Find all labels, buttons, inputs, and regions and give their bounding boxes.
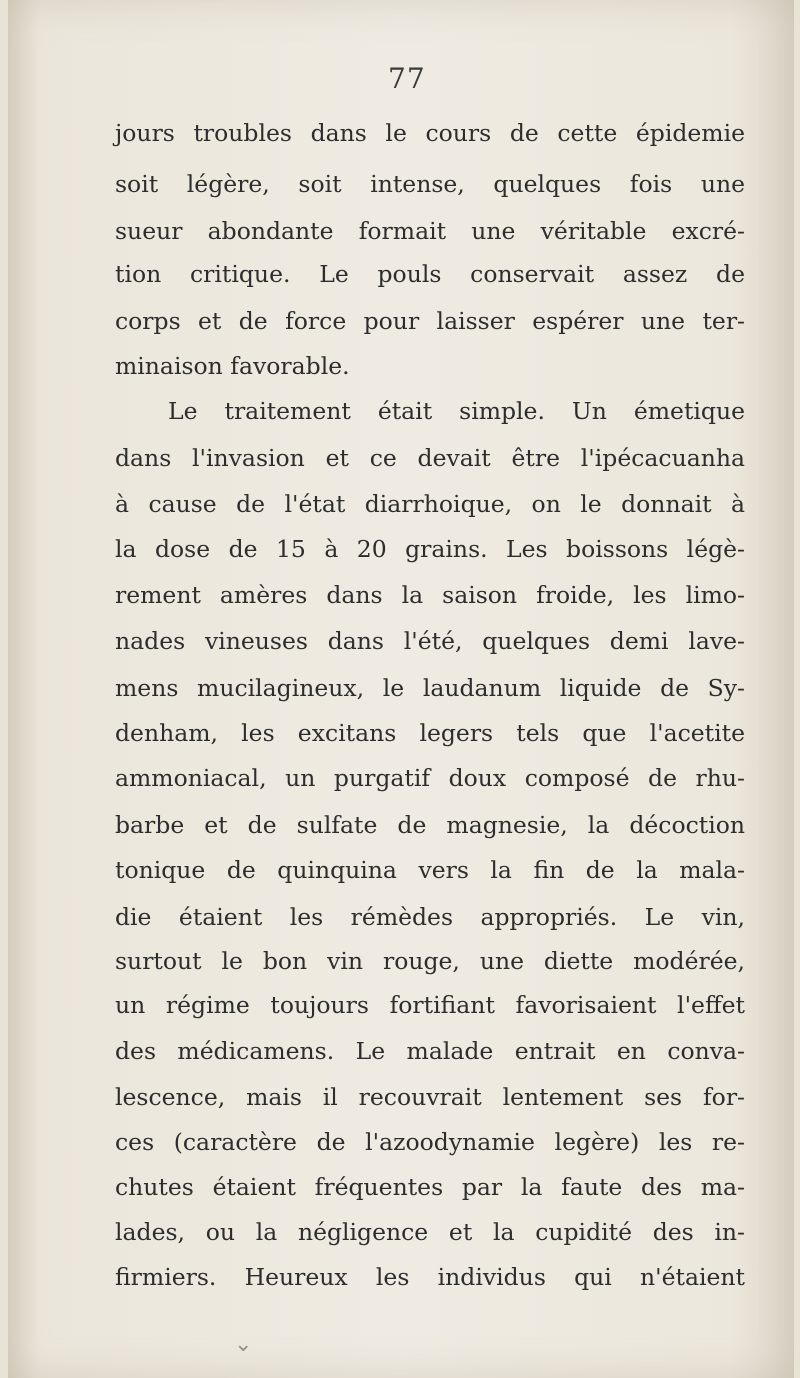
- page-number: 77: [388, 62, 426, 95]
- text-line: dans l'invasion et ce devait être l'ipécacuanha: [115, 444, 745, 472]
- text-line: corps et de force pour laisser espérer une ter-: [115, 307, 745, 335]
- text-line: nades vineuses dans l'été, quelques demi lave-: [115, 627, 745, 655]
- text-line: sueur abondante formait une véritable excré-: [115, 217, 745, 245]
- text-line: des médicamens. Le malade entrait en conva-: [115, 1037, 745, 1065]
- text-line: tion critique. Le pouls conservait assez de: [115, 260, 745, 288]
- book-page: [8, 0, 794, 1378]
- text-line: denham, les excitans legers tels que l'acetite: [115, 719, 745, 747]
- text-line: Le traitement était simple. Un émetique: [168, 397, 745, 425]
- text-line: ammoniacal, un purgatif doux composé de rhu-: [115, 764, 745, 792]
- text-line: la dose de 15 à 20 grains. Les boissons légè-: [115, 535, 745, 563]
- text-line: jours troubles dans le cours de cette épidemie: [115, 119, 745, 147]
- text-line: soit légère, soit intense, quelques fois une: [115, 170, 745, 198]
- ink-mark-icon: ⌄: [234, 1332, 253, 1357]
- text-line: à cause de l'état diarrhoique, on le donnait à: [115, 490, 745, 518]
- text-line: chutes étaient fréquentes par la faute des ma-: [115, 1173, 745, 1201]
- text-line: tonique de quinquina vers la fin de la mala-: [115, 856, 745, 884]
- text-line: mens mucilagineux, le laudanum liquide de Sy-: [115, 674, 745, 702]
- text-line: die étaient les rémèdes appropriés. Le vin,: [115, 903, 745, 931]
- text-line: ces (caractère de l'azoodynamie legère) les re-: [115, 1128, 745, 1156]
- text-line: firmiers. Heureux les individus qui n'étaient: [115, 1263, 745, 1291]
- text-line: barbe et de sulfate de magnesie, la décoction: [115, 811, 745, 839]
- text-line: lades, ou la négligence et la cupidité des in-: [115, 1218, 745, 1246]
- text-line: un régime toujours fortifiant favorisaient l'effet: [115, 991, 745, 1019]
- text-line: lescence, mais il recouvrait lentement ses for-: [115, 1083, 745, 1111]
- text-line: rement amères dans la saison froide, les limo-: [115, 581, 745, 609]
- text-line: surtout le bon vin rouge, une diette modérée,: [115, 947, 745, 975]
- text-line: minaison favorable.: [115, 352, 350, 380]
